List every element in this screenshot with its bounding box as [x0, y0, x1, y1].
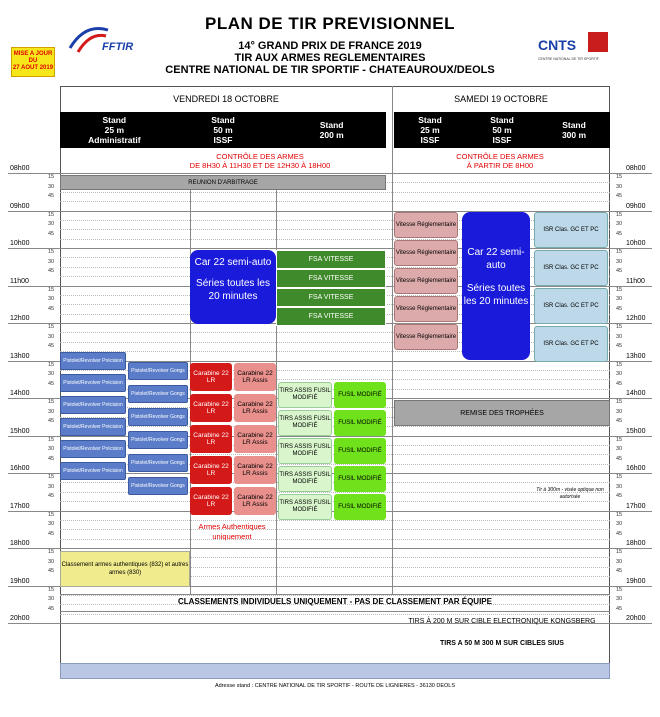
- tick-label: 30: [48, 483, 55, 490]
- cnts-logo: [536, 28, 612, 64]
- hour-label-right: 20h00: [626, 615, 646, 622]
- hour-label-left: 18h00: [10, 540, 30, 547]
- pistolet-precision-block: Pistolet/Revolver Précision: [60, 352, 126, 370]
- fsa-vitesse-block: FSA VITESSE: [276, 269, 386, 288]
- hour-label-left: 14h00: [10, 390, 30, 397]
- tirs-assis-block: TIRS ASSIS FUSIL MODIFIÉ: [278, 382, 332, 408]
- update-badge: MISE A JOUR DU 27 AOUT 2019: [11, 47, 55, 77]
- carabine-block: Carabine 22 LR: [190, 394, 232, 422]
- tick-label: 30: [48, 183, 55, 190]
- tick-label: 45: [48, 493, 55, 500]
- hour-label-right: 10h00: [626, 240, 646, 247]
- tick-label: 30: [616, 258, 623, 265]
- hour-label-left: 19h00: [10, 577, 30, 585]
- tir-300m-note: Tir à 300m - visée optique non autorisée: [536, 487, 604, 500]
- subtitle-1: 14° GRAND PRIX DE FRANCE 2019: [238, 40, 422, 52]
- isr-block: ISR Clas. GC ET PC: [534, 212, 608, 248]
- tick-label: 30: [616, 183, 623, 190]
- tick-label: 30: [616, 221, 623, 228]
- tick-label: 45: [616, 605, 623, 612]
- hour-label-right: 13h00: [626, 352, 646, 360]
- tick-label: 45: [48, 380, 55, 387]
- stand-friday-1: Stand 25 m Administratif: [88, 115, 141, 145]
- hour-label-right: 17h00: [626, 502, 646, 510]
- hour-label-right: 11h00: [626, 277, 645, 285]
- vitesse-reglementaire-block: Vitesse Réglementaire: [394, 212, 458, 238]
- fusil-modifie-block: FUSIL MODIFIÉ: [334, 382, 386, 408]
- isr-block: ISR Clas. GC ET PC: [534, 326, 608, 362]
- tick-label: 45: [616, 493, 623, 500]
- fusil-modifie-block: FUSIL MODIFIÉ: [334, 494, 386, 520]
- tick-label: 30: [616, 333, 623, 340]
- hour-label-right: 18h00: [626, 540, 646, 547]
- pistolet-gongs-block: Pistolet/Revolver Gongs: [128, 408, 188, 426]
- tick-label: 15: [48, 474, 55, 481]
- tick-label: 45: [616, 380, 623, 387]
- tick-label: 15: [48, 324, 55, 331]
- tick-label: 45: [616, 530, 623, 537]
- pistolet-gongs-block: Pistolet/Revolver Gongs: [128, 362, 188, 380]
- pistolet-gongs-block: Pistolet/Revolver Gongs: [128, 454, 188, 472]
- page-title: PLAN DE TIR PREVISIONNEL: [204, 14, 456, 33]
- tick-label: 30: [48, 408, 55, 415]
- cnts-logo-icon: [536, 28, 612, 64]
- armes-authentiques: Armes Authentiques uniquement: [198, 522, 266, 541]
- pistolet-precision-block: Pistolet/Revolver Précision: [60, 418, 126, 436]
- carabine-block: Carabine 22 LR: [190, 363, 232, 391]
- pistolet-precision-block: Pistolet/Revolver Précision: [60, 462, 126, 480]
- control-friday: CONTRÔLE DES ARMES DE 8H30 À 11H30 ET DE 12H30 À 18H00: [189, 152, 331, 170]
- hour-label-right: 09h00: [626, 202, 646, 210]
- tick-label: 15: [616, 249, 623, 256]
- tick-label: 15: [616, 361, 623, 368]
- hour-label-left: 12h00: [10, 315, 30, 322]
- tick-label: 30: [48, 258, 55, 265]
- pistolet-precision-block: Pistolet/Revolver Précision: [60, 440, 126, 458]
- tirs-200-note: TIRS À 200 M SUR CIBLE ELECTRONIQUE KONGSBERG: [408, 618, 596, 625]
- tick-label: 15: [616, 286, 623, 293]
- carabine-assis-block: Carabine 22 LR Assis: [234, 487, 276, 515]
- tick-label: 45: [48, 455, 55, 462]
- hour-label-left: 11h00: [10, 277, 29, 285]
- tick-label: 45: [48, 568, 55, 575]
- pistolet-precision-block: Pistolet/Revolver Précision: [60, 396, 126, 414]
- tick-label: 30: [48, 446, 55, 453]
- hour-label-left: 15h00: [10, 427, 30, 435]
- tick-label: 30: [48, 596, 55, 603]
- address: Adresse stand : CENTRE NATIONAL DE TIR SPORTIF - ROUTE DE LIGNIERES - 36130 DEOLS: [214, 683, 456, 689]
- tick-label: 15: [616, 586, 623, 593]
- vitesse-reglementaire-block: Vitesse Réglementaire: [394, 240, 458, 266]
- hour-label-left: 13h00: [10, 352, 30, 360]
- tick-label: 15: [616, 474, 623, 481]
- car22-friday: Car 22 semi-auto Séries toutes les 20 minutes: [190, 250, 276, 324]
- hour-label-left: 09h00: [10, 202, 30, 210]
- svg-text:CENTRE NATIONAL DE TIR SPORTIF: CENTRE NATIONAL DE TIR SPORTIF: [538, 57, 599, 61]
- hour-label-left: 16h00: [10, 465, 30, 472]
- car22-saturday: Car 22 semi-auto Séries toutes les 20 minutes: [462, 212, 530, 360]
- tick-label: 45: [48, 530, 55, 537]
- pistolet-precision-block: Pistolet/Revolver Précision: [60, 374, 126, 392]
- tick-label: 45: [616, 305, 623, 312]
- tick-label: 15: [48, 399, 55, 406]
- classements-note: CLASSEMENTS INDIVIDUELS UNIQUEMENT - PAS DE CLASSEMENT PAR ÉQUIPE: [178, 597, 492, 606]
- vitesse-reglementaire-block: Vitesse Réglementaire: [394, 324, 458, 350]
- tick-label: 45: [48, 268, 55, 275]
- carabine-block: Carabine 22 LR: [190, 487, 232, 515]
- stand-saturday-1: Stand 25 m ISSF: [418, 115, 442, 145]
- hour-label-left: 17h00: [10, 502, 30, 510]
- tick-label: 30: [616, 371, 623, 378]
- svg-text:CNTS: CNTS: [538, 37, 577, 53]
- tick-label: 15: [616, 324, 623, 331]
- tick-label: 30: [616, 483, 623, 490]
- carabine-assis-block: Carabine 22 LR Assis: [234, 425, 276, 453]
- tick-label: 45: [616, 418, 623, 425]
- carabine-assis-block: Carabine 22 LR Assis: [234, 363, 276, 391]
- tick-label: 45: [48, 193, 55, 200]
- tirs-assis-block: TIRS ASSIS FUSIL MODIFIÉ: [278, 466, 332, 492]
- tick-label: 30: [616, 296, 623, 303]
- tick-label: 45: [616, 343, 623, 350]
- hour-label-right: 16h00: [626, 465, 646, 472]
- tick-label: 30: [616, 408, 623, 415]
- stand-saturday-2: Stand 50 m ISSF: [490, 115, 514, 145]
- hour-label-right: 19h00: [626, 577, 646, 585]
- pistolet-gongs-block: Pistolet/Revolver Gongs: [128, 477, 188, 495]
- tick-label: 30: [48, 333, 55, 340]
- fftir-logo-icon: [60, 18, 140, 60]
- tick-label: 15: [616, 174, 623, 181]
- vitesse-reglementaire-block: Vitesse Réglementaire: [394, 296, 458, 322]
- tirs-assis-block: TIRS ASSIS FUSIL MODIFIÉ: [278, 438, 332, 464]
- tick-label: 15: [48, 436, 55, 443]
- tick-label: 15: [48, 174, 55, 181]
- tick-label: 15: [616, 549, 623, 556]
- tick-label: 15: [48, 211, 55, 218]
- isr-block: ISR Clas. GC ET PC: [534, 250, 608, 286]
- tirs-assis-block: TIRS ASSIS FUSIL MODIFIÉ: [278, 410, 332, 436]
- tick-label: 30: [616, 596, 623, 603]
- carabine-block: Carabine 22 LR: [190, 425, 232, 453]
- svg-text:FFTIR: FFTIR: [102, 41, 134, 53]
- carabine-assis-block: Carabine 22 LR Assis: [234, 456, 276, 484]
- hour-label-left: 10h00: [10, 240, 30, 247]
- fsa-vitesse-block: FSA VITESSE: [276, 307, 386, 326]
- tick-label: 15: [616, 399, 623, 406]
- tick-label: 15: [48, 286, 55, 293]
- tick-label: 30: [48, 371, 55, 378]
- fsa-vitesse-block: FSA VITESSE: [276, 288, 386, 307]
- reunion-arbitrage: REUNION D'ARBITRAGE: [60, 175, 386, 190]
- carabine-block: Carabine 22 LR: [190, 456, 232, 484]
- tick-label: 15: [48, 511, 55, 518]
- hour-label-left: 20h00: [10, 615, 30, 622]
- bottom-bar: [60, 663, 610, 679]
- subtitle-2: TIR AUX ARMES REGLEMENTAIRES: [234, 52, 426, 64]
- classement-box: Classement armes authentiques (832) et autres armes (830): [60, 551, 190, 587]
- fusil-modifie-block: FUSIL MODIFIÉ: [334, 466, 386, 492]
- tick-label: 45: [616, 268, 623, 275]
- tick-label: 15: [616, 211, 623, 218]
- tick-label: 45: [48, 305, 55, 312]
- fusil-modifie-block: FUSIL MODIFIÉ: [334, 438, 386, 464]
- isr-block: ISR Clas. GC ET PC: [534, 288, 608, 324]
- stands-friday: [60, 112, 386, 148]
- tick-label: 30: [616, 558, 623, 565]
- tirs-assis-block: TIRS ASSIS FUSIL MODIFIÉ: [278, 494, 332, 520]
- control-saturday: CONTRÔLE DES ARMES À PARTIR DE 8H00: [456, 152, 544, 170]
- tick-label: 45: [48, 343, 55, 350]
- day-saturday: SAMEDI 19 OCTOBRE: [454, 94, 548, 104]
- tick-label: 15: [616, 511, 623, 518]
- tick-label: 15: [616, 436, 623, 443]
- fusil-modifie-block: FUSIL MODIFIÉ: [334, 410, 386, 436]
- day-friday: VENDREDI 18 OCTOBRE: [173, 94, 279, 104]
- tick-label: 45: [616, 568, 623, 575]
- stand-friday-3: Stand 200 m: [319, 120, 344, 140]
- tick-label: 30: [616, 521, 623, 528]
- carabine-assis-block: Carabine 22 LR Assis: [234, 394, 276, 422]
- stand-friday-2: Stand 50 m ISSF: [211, 115, 235, 145]
- tick-label: 45: [48, 418, 55, 425]
- tick-label: 45: [616, 230, 623, 237]
- hour-label-right: 08h00: [626, 165, 646, 172]
- hour-label-right: 12h00: [626, 315, 646, 322]
- tick-label: 15: [48, 361, 55, 368]
- subtitle-3: CENTRE NATIONAL DE TIR SPORTIF - CHATEAUROUX/DEOLS: [165, 64, 495, 76]
- tick-label: 15: [48, 249, 55, 256]
- tick-label: 30: [616, 446, 623, 453]
- vitesse-reglementaire-block: Vitesse Réglementaire: [394, 268, 458, 294]
- tick-label: 15: [48, 586, 55, 593]
- hour-label-right: 14h00: [626, 390, 646, 397]
- tick-label: 30: [48, 221, 55, 228]
- remise-trophees: REMISE DES TROPHÉES: [394, 400, 610, 426]
- pistolet-gongs-block: Pistolet/Revolver Gongs: [128, 431, 188, 449]
- pistolet-gongs-block: Pistolet/Revolver Gongs: [128, 385, 188, 403]
- tick-label: 30: [48, 521, 55, 528]
- hour-label-right: 15h00: [626, 427, 646, 435]
- tick-label: 45: [616, 455, 623, 462]
- tick-label: 30: [48, 558, 55, 565]
- tick-label: 45: [616, 193, 623, 200]
- tick-label: 45: [48, 230, 55, 237]
- hour-label-left: 08h00: [10, 165, 30, 172]
- tirs-50-note: TIRS A 50 M 300 M SUR CIBLES SIUS: [440, 640, 564, 647]
- fsa-vitesse-block: FSA VITESSE: [276, 250, 386, 269]
- tick-label: 30: [48, 296, 55, 303]
- tick-label: 45: [48, 605, 55, 612]
- stands-saturday: [394, 112, 610, 148]
- fftir-logo: [60, 18, 140, 60]
- stand-saturday-3: Stand 300 m: [561, 120, 587, 140]
- tick-label: 15: [48, 549, 55, 556]
